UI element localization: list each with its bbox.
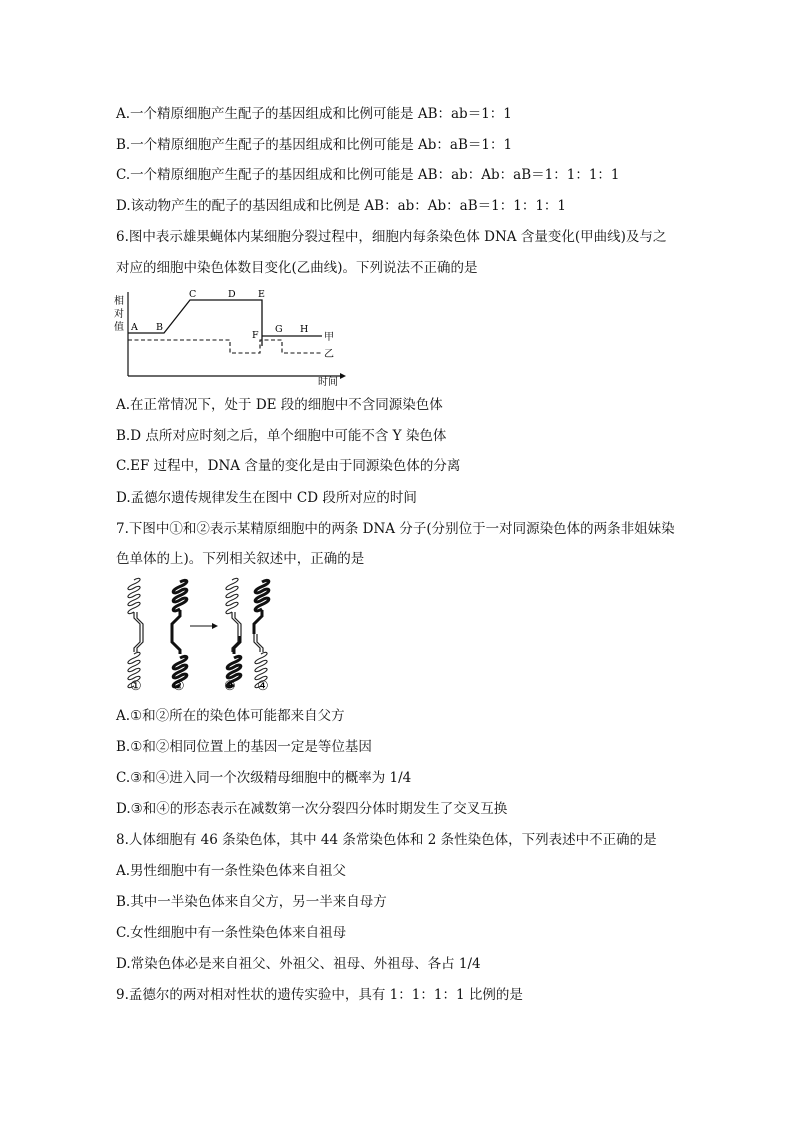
q7-option-a: A.①和②所在的染色体可能都来自父方	[116, 708, 345, 724]
q5-option-b: B.一个精原细胞产生配子的基因组成和比例可能是 Ab：aB＝1：1	[116, 137, 513, 153]
q7-option-b: B.①和②相同位置上的基因一定是等位基因	[116, 739, 372, 755]
q6-option-b: B.D 点所对应时刻之后，单个细胞中可能不含 Y 染色体	[116, 428, 447, 444]
y-axis-label-1: 相	[114, 296, 124, 307]
q8-option-a: A.男性细胞中有一条性染色体来自祖父	[116, 863, 347, 879]
x-axis-arrow	[340, 373, 346, 379]
curve-jia-label: 甲	[324, 332, 334, 343]
point-label-f: F	[252, 330, 259, 341]
curve-yi-label: 乙	[324, 349, 334, 360]
point-label-b: B	[156, 322, 163, 333]
q6-option-c: C.EF 过程中，DNA 含量的变化是由于同源染色体的分离	[116, 458, 461, 474]
q9-stem: 9.孟德尔的两对相对性状的遗传实验中，具有 1：1：1：1 比例的是	[116, 987, 523, 1003]
q5-option-c: C.一个精原细胞产生配子的基因组成和比例可能是 AB：ab：Ab：aB＝1：1：1：1	[116, 167, 620, 183]
molecule-label-3: ③	[224, 679, 236, 694]
dna-molecule-4	[254, 580, 269, 687]
point-label-h: H	[300, 324, 309, 335]
molecule-label-2: ②	[173, 679, 185, 694]
q7-option-c: C.③和④进入同一个次级精母细胞中的概率为 1/4	[116, 770, 412, 786]
q6-dna-chromosome-graph	[112, 286, 352, 386]
point-label-d: D	[228, 289, 236, 300]
point-label-a: A	[131, 322, 138, 333]
dna-molecule-1	[128, 578, 143, 687]
q8-option-c: C.女性细胞中有一条性染色体来自祖母	[116, 925, 347, 941]
y-axis-label-2: 对	[114, 309, 124, 320]
q7-stem-line2: 色单体的上)。下列相关叙述中，正确的是	[116, 551, 365, 567]
q7-stem-line1: 7.下图中①和②表示某精原细胞中的两条 DNA 分子(分别位于一对同源染色体的两条非姐妹染	[116, 521, 675, 537]
q6-stem-line1: 6.图中表示雄果蝇体内某细胞分裂过程中，细胞内每条染色体 DNA 含量变化(甲曲线)及与之	[116, 229, 667, 245]
q7-option-d: D.③和④的形态表示在减数第一次分裂四分体时期发生了交叉互换	[116, 801, 508, 817]
dna-molecule-3	[226, 578, 241, 687]
transform-arrow-head	[212, 623, 218, 629]
q5-option-d: D.该动物产生的配子的基因组成和比例是 AB：ab：Ab：aB＝1：1：1：1	[116, 198, 567, 214]
x-axis-label: 时间	[318, 377, 338, 386]
q8-stem: 8.人体细胞有 46 条染色体，其中 44 条常染色体和 2 条性染色体，下列表述中不正确的是	[116, 832, 657, 848]
curve-yi-line	[128, 340, 322, 353]
molecule-label-4: ④	[257, 679, 269, 694]
q7-dna-molecules-figure	[112, 576, 292, 694]
q5-option-a: A.一个精原细胞产生配子的基因组成和比例可能是 AB：ab＝1：1	[116, 106, 512, 122]
molecule-label-1: ①	[130, 679, 142, 694]
y-axis-label-3: 值	[114, 322, 124, 333]
dna-molecule-2	[172, 580, 187, 687]
point-label-c: C	[189, 289, 197, 300]
q8-option-d: D.常染色体必是来自祖父、外祖父、祖母、外祖母、各占 1/4	[116, 956, 481, 972]
q6-option-a: A.在正常情况下，处于 DE 段的细胞中不含同源染色体	[116, 397, 443, 413]
q6-option-d: D.孟德尔遗传规律发生在图中 CD 段所对应的时间	[116, 490, 417, 506]
q6-stem-line2: 对应的细胞中染色体数目变化(乙曲线)。下列说法不正确的是	[116, 260, 478, 276]
point-label-g: G	[275, 324, 283, 335]
point-label-e: E	[258, 289, 265, 300]
q8-option-b: B.其中一半染色体来自父方，另一半来自母方	[116, 894, 387, 910]
